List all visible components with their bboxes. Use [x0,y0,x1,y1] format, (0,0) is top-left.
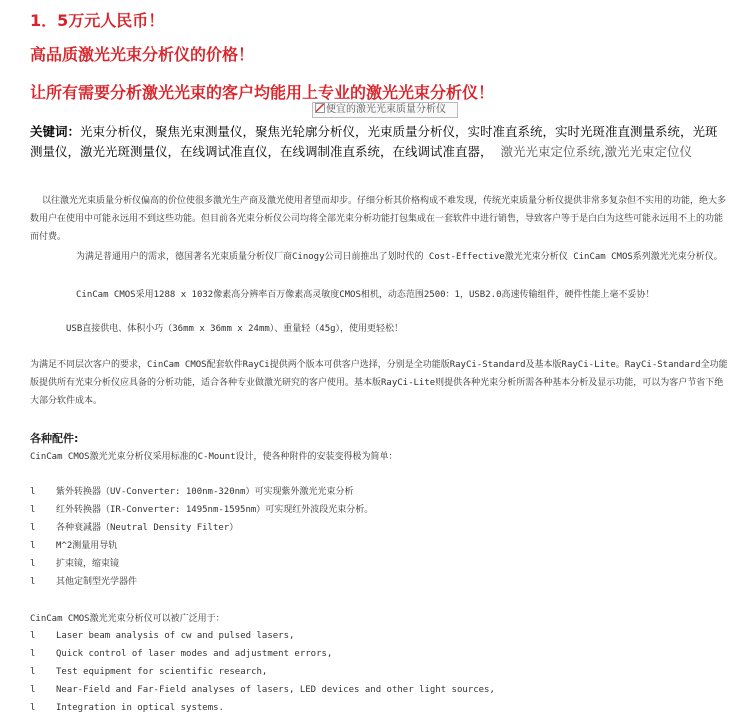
headline-price: 1．5万元人民币！ [30,11,165,30]
list-bullet: l [30,559,36,569]
list-bullet: l [30,577,36,587]
list-bullet: l [30,487,36,497]
keywords-label: 关键词： [30,124,81,139]
list-item-text: 紫外转换器（UV-Converter: 100nm-320nm）可实现紫外激光光束分析 [56,487,354,497]
list-item [30,627,730,645]
list-item-text: Quick control of laser modes and adjustment errors, [56,649,333,659]
keywords-block [30,122,730,162]
product-launch-text: 为满足普通用户的需求，德国著名光束质量分析仪厂商Cinogy公司日前推出了划时代的 Cost-Effective激光光束分析仪 CinCam CMOS系列激光光束分析仪。 [76,252,723,262]
headline-quality: 高品质激光光束分析仪的价格！ [30,45,255,64]
accessories-intro: CinCam CMOS激光光束分析仪采用标准的C-Mount设计，使各种附件的安装变得极为简单： [30,452,398,462]
product-launch-paragraph [30,248,730,266]
list-item [30,519,730,537]
list-item [30,537,730,555]
list-item [30,663,730,681]
power-size-paragraph [30,320,730,338]
list-item-text: 其他定制型光学器件 [56,577,138,587]
list-item-text: 扩束镜，缩束镜 [56,559,120,569]
keywords-text: 光束分析仪，聚焦光束测量仪，聚焦光轮廓分析仪，光束质量分析仪，实时准直系统，实时光斑准直测量系统，光斑测量仪，激光光斑测量仪，在线调试准直仪，在线调制准直系统，在线调试准直器， [30,124,718,159]
list-item-text: Near-Field and Far-Field analyses of lasers, LED devices and other light sources, [56,685,495,695]
list-item-text: Integration in optical systems. [56,703,224,713]
list-item [30,573,730,591]
applications-intro: CinCam CMOS激光光束分析仪可以被广泛用于： [30,614,225,624]
image-alt-text: 便宜的激光光束质量分析仪 [326,104,446,115]
list-bullet: l [30,703,36,713]
list-bullet: l [30,523,36,533]
list-bullet: l [30,667,36,677]
camera-spec-paragraph [30,286,730,304]
list-item-text: Test equipment for scientific research, [56,667,268,677]
list-item-text: M^2测量用导轨 [56,541,118,551]
list-item [30,699,730,717]
power-size-text: USB直接供电、体积小巧（36mm x 36mm x 24mm）、重量轻（45g），使用更轻松！ [66,324,404,334]
list-item [30,555,730,573]
list-item-text: 红外转换器（IR-Converter: 1495nm-1595nm）可实现红外波段光束分析。 [56,505,374,515]
list-item [30,483,730,501]
list-bullet: l [30,631,36,641]
software-paragraph: 为满足不同层次客户的要求，CinCam CMOS配套软件RayCi提供两个版本可供客户选择，分别是全功能版RayCi-Standard及基本版RayCi-Lite。RayCi-Standard全功能版提供所有光束分析仪应具备的分析功能，适合各种专业做激光研究的客户使用。基本版RayCi-Lite则提供各种光束分析所需各种基本分析及显示功能，可以为客户节省下绝大部分软件成本。 [30,360,728,406]
list-bullet: l [30,649,36,659]
headline-slogan: 让所有需要分析激光光束的客户均能用上专业的激光光束分析仪！ [30,83,495,102]
camera-spec-text: CinCam CMOS采用1288 x 1032像素高分辨率百万像素高灵敏度CMOS相机，动态范围2500：1，USB2.0高速传输组件，硬件性能上毫不妥协！ [76,290,655,300]
broken-image-icon [315,103,325,113]
list-item [30,645,730,663]
list-item-text: 各种衰减器（Neutral Density Filter） [56,523,239,533]
applications-list [30,627,730,717]
list-item-text: Laser beam analysis of cw and pulsed lasers, [56,631,295,641]
keywords-soft-text: 激光光束定位系统,激光光束定位仪 [500,144,692,159]
product-image-placeholder [312,102,458,118]
list-bullet: l [30,505,36,515]
list-bullet: l [30,685,36,695]
accessories-title: 各种配件: [30,432,79,445]
list-item [30,681,730,699]
intro-paragraph: 以往激光光束质量分析仪偏高的价位使很多激光生产商及激光使用者望而却步。仔细分析其价格构成不难发现，传统光束质量分析仪提供非常多复杂但不实用的功能，绝大多数用户在使用中可能永远用不到这些功能。但目前各光束分析仪公司均将全部光束分析功能打包集成在一套软件中进行销售，导致客户等于是白白为这些可能永远用不上的功能而付费。 [30,196,727,242]
list-bullet: l [30,541,36,551]
accessories-list [30,483,730,591]
list-item [30,501,730,519]
